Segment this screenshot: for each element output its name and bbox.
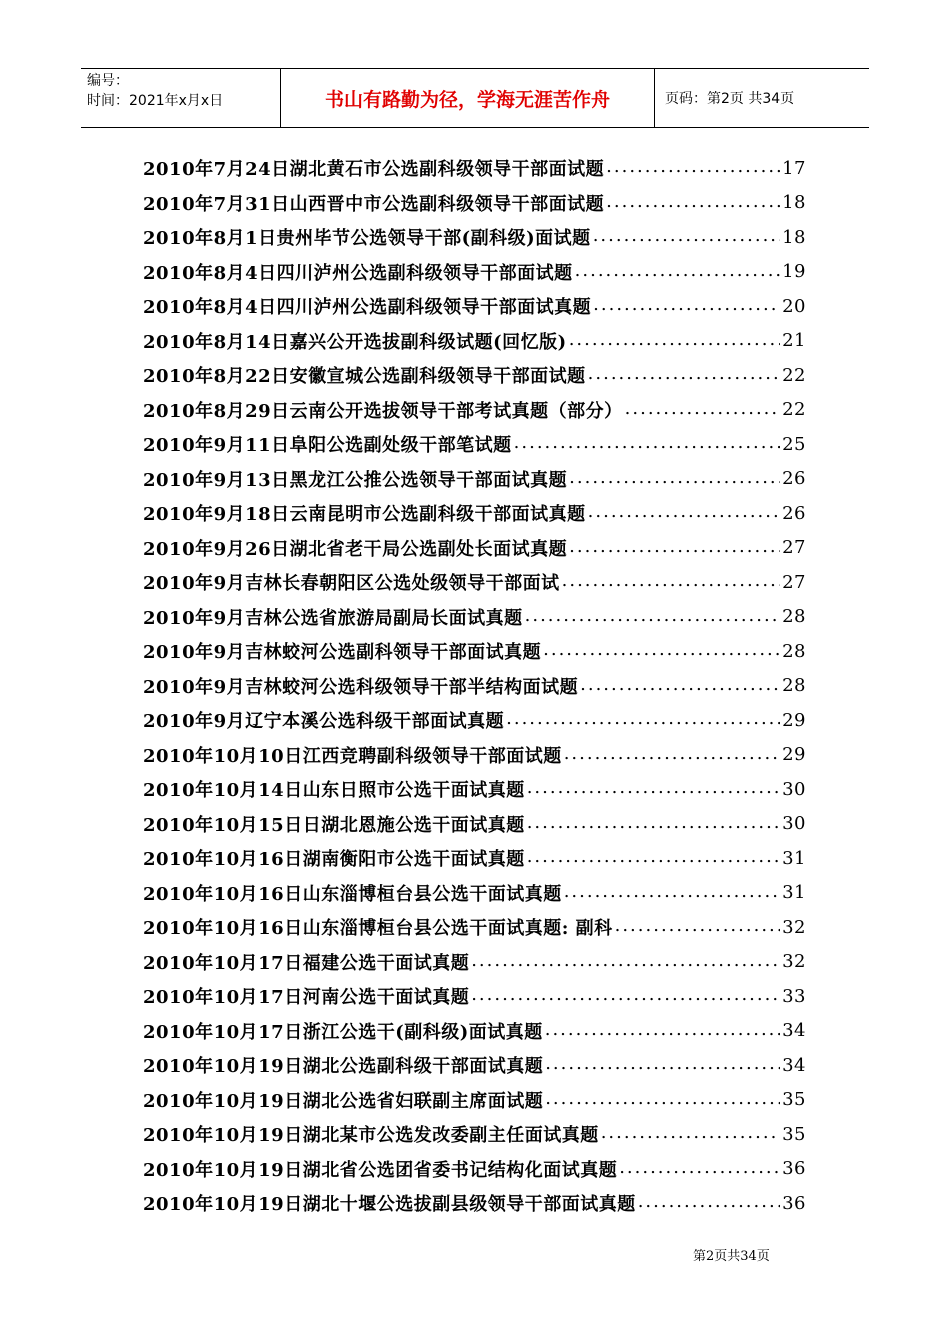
header-meta (81, 69, 281, 127)
toc-entry[interactable] (143, 1186, 806, 1221)
toc-dot-leader (560, 571, 780, 593)
toc-dot-leader (504, 709, 780, 731)
document-number: 编号： (87, 73, 129, 89)
toc-entry[interactable] (143, 289, 806, 324)
toc-entry-page: 18 (782, 192, 806, 214)
toc-entry[interactable] (143, 669, 806, 704)
toc-entry-title: 2010年10月14日山东日照市公选干面试真题 (143, 780, 525, 802)
toc-entry-page: 31 (782, 847, 806, 869)
toc-entry-title: 2010年10月16日山东淄博桓台县公选干面试真题 (143, 883, 562, 905)
toc-entry-page: 20 (782, 295, 806, 317)
toc-entry[interactable] (143, 255, 806, 290)
toc-entry[interactable] (143, 979, 806, 1014)
toc-entry[interactable] (143, 772, 806, 807)
toc-entry-page: 17 (782, 157, 806, 179)
toc-dot-leader (525, 847, 780, 869)
toc-entry-page: 36 (782, 1158, 806, 1180)
toc-dot-leader (562, 744, 780, 766)
toc-entry[interactable] (143, 1152, 806, 1187)
toc-dot-leader (469, 985, 780, 1007)
toc-entry-title: 2010年9月吉林蛟河公选科级领导干部半结构面试题 (143, 676, 579, 698)
toc-entry-page: 26 (782, 468, 806, 490)
toc-entry-title: 2010年8月4日四川泸州公选副科级领导干部面试题 (143, 262, 573, 284)
toc-dot-leader (562, 882, 780, 904)
page-footer: 第2页共34页 (693, 1249, 770, 1264)
toc-entry-title: 2010年9月18日云南昆明市公选副科级干部面试真题 (143, 504, 586, 526)
toc-entry-page: 22 (782, 399, 806, 421)
toc-dot-leader (591, 295, 780, 317)
toc-dot-leader (591, 226, 780, 248)
toc-dot-leader (623, 399, 780, 421)
toc-dot-leader (543, 1054, 780, 1076)
toc-dot-leader (541, 640, 780, 662)
toc-entry[interactable] (143, 427, 806, 462)
toc-dot-leader (586, 364, 780, 386)
toc-entry-page: 19 (782, 261, 806, 283)
toc-entry-page: 28 (782, 606, 806, 628)
toc-entry-title: 2010年9月辽宁本溪公选科级干部面试真题 (143, 711, 505, 733)
toc-entry-title: 2010年8月22日安徽宣城公选副科级领导干部面试题 (143, 366, 586, 388)
toc-entry-page: 34 (782, 1054, 806, 1076)
toc-entry-page: 26 (782, 502, 806, 524)
toc-entry-title: 2010年7月31日山西晋中市公选副科级领导干部面试题 (143, 193, 605, 215)
toc-dot-leader (604, 157, 780, 179)
toc-entry[interactable] (143, 600, 806, 635)
toc-dot-leader (525, 813, 780, 835)
toc-entry-title: 2010年8月1日贵州毕节公选领导干部(副科级)面试题 (143, 228, 591, 250)
toc-entry[interactable] (143, 496, 806, 531)
toc-entry-title: 2010年8月29日云南公开选拔领导干部考试真题（部分） (143, 400, 623, 422)
header-page-info: 页码：第2页 共34页 (665, 91, 795, 107)
toc-dot-leader (567, 468, 780, 490)
toc-dot-leader (599, 1123, 780, 1145)
toc-entry-page: 18 (782, 226, 806, 248)
toc-entry-page: 27 (782, 537, 806, 559)
toc-dot-leader (512, 433, 780, 455)
toc-entry-page: 29 (782, 709, 806, 731)
toc-entry-page: 33 (782, 985, 806, 1007)
toc-entry[interactable] (143, 634, 806, 669)
toc-dot-leader (567, 537, 780, 559)
toc-dot-leader (567, 330, 780, 352)
toc-entry-page: 29 (782, 744, 806, 766)
toc-entry[interactable] (143, 462, 806, 497)
toc-entry-title: 2010年10月19日湖北省公选团省委书记结构化面试真题 (143, 1159, 618, 1181)
toc-entry-page: 30 (782, 813, 806, 835)
toc-entry[interactable] (143, 1117, 806, 1152)
toc-entry[interactable] (143, 151, 806, 186)
toc-entry-title: 2010年8月4日四川泸州公选副科级领导干部面试真题 (143, 297, 592, 319)
toc-entry[interactable] (143, 807, 806, 842)
toc-entry[interactable] (143, 186, 806, 221)
toc-entry-title: 2010年10月17日河南公选干面试真题 (143, 987, 470, 1009)
toc-entry-page: 28 (782, 640, 806, 662)
toc-entry[interactable] (143, 1014, 806, 1049)
toc-entry-title: 2010年10月19日湖北公选省妇联副主席面试题 (143, 1090, 544, 1112)
toc-entry-title: 2010年10月15日日湖北恩施公选干面试真题 (143, 814, 525, 836)
toc-entry-title: 2010年9月吉林蛟河公选副科领导干部面试真题 (143, 642, 542, 664)
toc-entry-title: 2010年8月14日嘉兴公开选拔副科级试题(回忆版) (143, 331, 567, 353)
toc-entry-page: 30 (782, 778, 806, 800)
toc-dot-leader (586, 502, 780, 524)
toc-entry-page: 22 (782, 364, 806, 386)
toc-entry-page: 25 (782, 433, 806, 455)
toc-dot-leader (543, 1089, 780, 1111)
toc-entry-title: 2010年9月吉林公选省旅游局副局长面试真题 (143, 607, 523, 629)
toc-entry[interactable] (143, 393, 806, 428)
page-header (81, 68, 869, 128)
toc-dot-leader (525, 778, 780, 800)
document-time: 时间：2021年x月x日 (87, 93, 224, 109)
toc-entry-page: 32 (782, 916, 806, 938)
toc-entry-title: 2010年9月13日黑龙江公推公选领导干部面试真题 (143, 469, 568, 491)
toc-dot-leader (613, 916, 780, 938)
toc-entry-page: 35 (782, 1123, 806, 1145)
toc-entry[interactable] (143, 703, 806, 738)
toc-entry[interactable] (143, 1083, 806, 1118)
toc-dot-leader (523, 606, 780, 628)
toc-entry-page: 34 (782, 1020, 806, 1042)
toc-entry-title: 2010年9月11日阜阳公选副处级干部笔试题 (143, 435, 512, 457)
toc-dot-leader (543, 1020, 780, 1042)
toc-entry[interactable] (143, 565, 806, 600)
toc-entry-page: 21 (782, 330, 806, 352)
toc-entry-title: 2010年7月24日湖北黄石市公选副科级领导干部面试题 (143, 159, 605, 181)
toc-dot-leader (604, 192, 780, 214)
toc-entry-page: 28 (782, 675, 806, 697)
toc-entry-page: 32 (782, 951, 806, 973)
header-motto: 书山有路勤为径，学海无涯苦作舟 (281, 69, 655, 127)
toc-entry-title: 2010年10月19日湖北某市公选发改委副主任面试真题 (143, 1125, 599, 1147)
toc-entry[interactable] (143, 358, 806, 393)
toc-entry[interactable] (143, 841, 806, 876)
toc-entry-title: 2010年9月吉林长春朝阳区公选处级领导干部面试 (143, 573, 560, 595)
toc-entry[interactable] (143, 945, 806, 980)
toc-entry-title: 2010年9月26日湖北省老干局公选副处长面试真题 (143, 538, 568, 560)
toc-entry-title: 2010年10月10日江西竞聘副科级领导干部面试题 (143, 745, 562, 767)
toc-entry-title: 2010年10月19日湖北公选副科级干部面试真题 (143, 1056, 544, 1078)
toc-entry-title: 2010年10月19日湖北十堰公选拔副县级领导干部面试真题 (143, 1194, 636, 1216)
toc-entry[interactable] (143, 220, 806, 255)
toc-entry[interactable] (143, 910, 806, 945)
toc-dot-leader (469, 951, 780, 973)
toc-entry[interactable] (143, 531, 806, 566)
toc-entry[interactable] (143, 324, 806, 359)
toc-entry-page: 36 (782, 1192, 806, 1214)
toc-entry-title: 2010年10月17日浙江公选干(副科级)面试真题 (143, 1021, 543, 1043)
toc-dot-leader (578, 675, 780, 697)
toc-dot-leader (617, 1158, 780, 1180)
toc-dot-leader (636, 1192, 780, 1214)
toc-entry-title: 2010年10月16日山东淄博桓台县公选干面试真题: 副科 (143, 918, 613, 940)
toc-entry-title: 2010年10月16日湖南衡阳市公选干面试真题 (143, 849, 525, 871)
toc-entry[interactable] (143, 738, 806, 773)
table-of-contents (143, 151, 806, 1221)
toc-entry-page: 31 (782, 882, 806, 904)
toc-entry-page: 35 (782, 1089, 806, 1111)
toc-entry-title: 2010年10月17日福建公选干面试真题 (143, 952, 470, 974)
toc-entry[interactable] (143, 876, 806, 911)
toc-entry[interactable] (143, 1048, 806, 1083)
toc-dot-leader (573, 261, 780, 283)
toc-entry-page: 27 (782, 571, 806, 593)
